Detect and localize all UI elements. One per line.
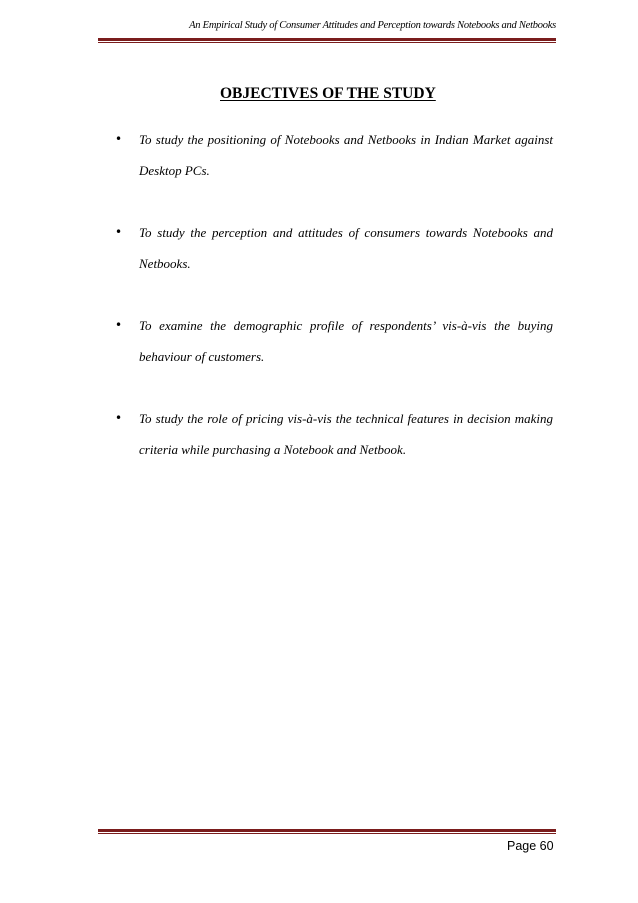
footer-rule <box>98 829 556 834</box>
objective-text: To study the positioning of Notebooks and Netbooks in Indian Market against Desktop PCs. <box>139 132 553 178</box>
objectives-list <box>0 124 638 496</box>
objective-text: To examine the demographic profile of respondents’ vis-à-vis the buying behaviour of customers. <box>139 318 553 364</box>
bullet-icon: • <box>115 132 123 146</box>
bullet-icon: • <box>115 411 123 425</box>
bullet-icon: • <box>115 318 123 332</box>
bullet-icon: • <box>115 225 123 239</box>
objective-text: To study the perception and attitudes of consumers towards Notebooks and Netbooks. <box>139 225 553 271</box>
running-header: An Empirical Study of Consumer Attitudes and Perception towards Notebooks and Netbooks <box>189 20 556 31</box>
objective-text: To study the role of pricing vis-à-vis the technical features in decision making criteria while purchasing a Notebook and Netbook. <box>139 411 553 457</box>
page-number: Page 60 <box>507 839 554 853</box>
section-title: OBJECTIVES OF THE STUDY <box>220 85 436 102</box>
objective-item <box>0 310 638 372</box>
objective-item <box>0 124 638 186</box>
header-rule <box>98 38 556 43</box>
objective-item <box>0 403 638 465</box>
objective-item <box>0 217 638 279</box>
